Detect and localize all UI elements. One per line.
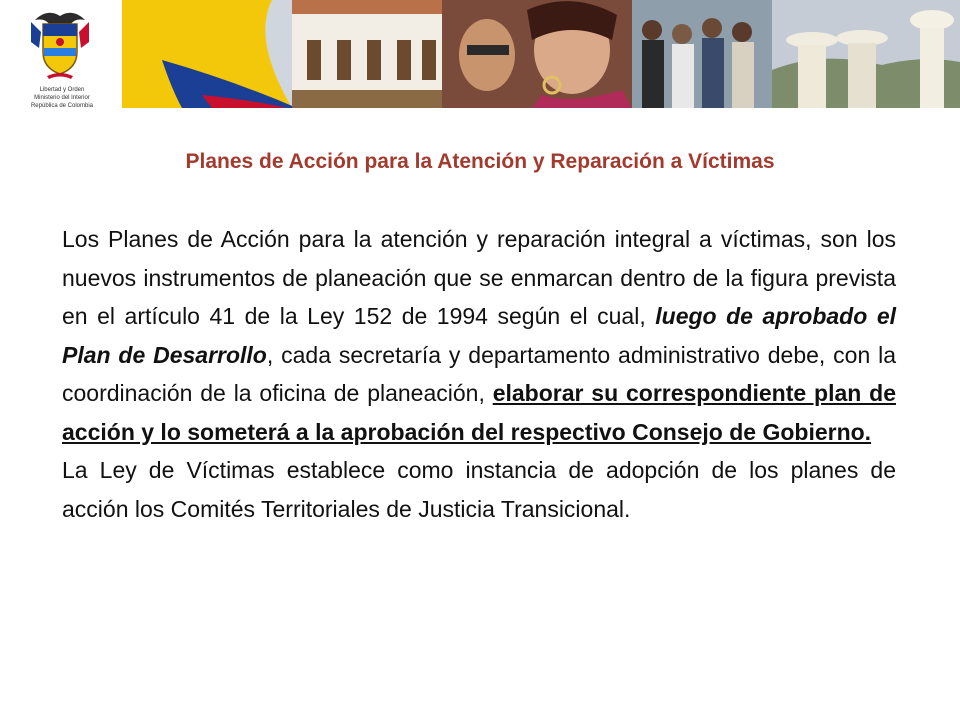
slide-body [62, 220, 896, 528]
paragraph-adoption: La Ley de Víctimas establece como instancia de adopción de los planes de acción los Comités Territoriales de Justicia Transicional. [62, 457, 896, 522]
paragraph-text: , cada secretaría y departamento administrativo debe, con la coordinación de la oficina de planeación, [62, 341, 896, 406]
crest-caption-line: República de Colombia [30, 103, 94, 109]
crest-caption [4, 86, 120, 110]
underlined-phrase: elaborar su correspondiente plan de acción y lo someterá a la aprobación del respectivo Consejo de Gobierno. [62, 380, 896, 445]
paragraph-plans-definition [62, 220, 896, 451]
header-photo-banner [122, 0, 960, 108]
crest-area [0, 0, 122, 120]
paragraph-text: Los Planes de Acción para la atención y reparación integral a víctimas, son los nuevos instrumentos de planeación que se enmarcan dentro de la figura prevista en el artículo 41 de la Ley 152 de 1994 según el cual, [62, 226, 896, 329]
coat-of-arms-icon [29, 2, 91, 80]
emphasized-phrase: luego de aprobado el Plan de Desarrollo [62, 303, 896, 368]
slide-title: Planes de Acción para la Atención y Reparación a Víctimas [185, 150, 775, 173]
crest-caption-line: Libertad y Orden [39, 87, 85, 93]
header [0, 0, 960, 112]
crest-caption-line: Ministerio del Interior [34, 95, 90, 101]
